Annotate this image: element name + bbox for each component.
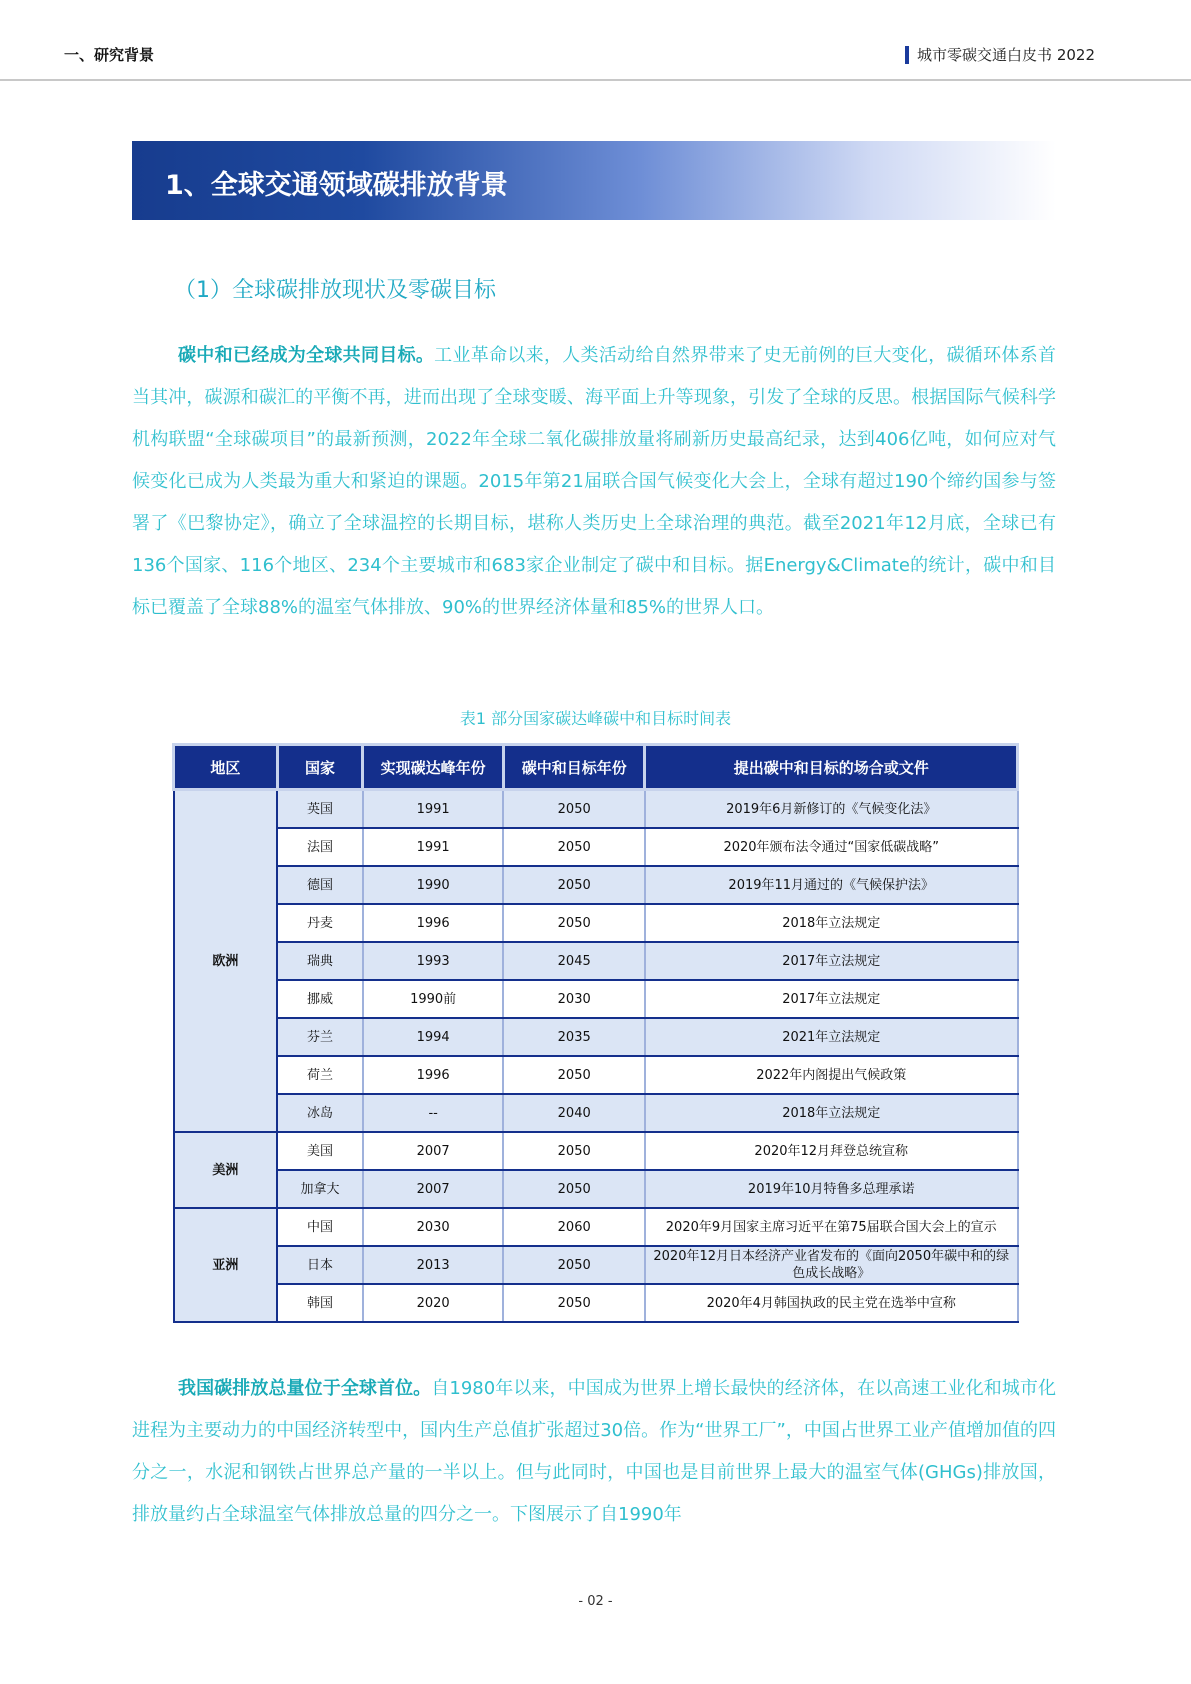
neutral-year-cell: 2050 — [503, 1170, 645, 1208]
column-header: 国家 — [277, 745, 363, 790]
neutral-year-cell: 2050 — [503, 1132, 645, 1170]
country-cell: 加拿大 — [277, 1170, 363, 1208]
country-cell: 荷兰 — [277, 1056, 363, 1094]
carbon-targets-table — [172, 743, 1019, 1323]
table-caption: 表1 部分国家碳达峰碳中和目标时间表 — [459, 709, 732, 728]
table-body — [174, 790, 1018, 1323]
publication-title: 城市零碳交通白皮书 2022 — [917, 46, 1095, 64]
column-header: 提出碳中和目标的场合或文件 — [645, 745, 1018, 790]
table-row — [174, 790, 1018, 829]
table-row — [174, 904, 1018, 942]
source-cell: 2020年12月日本经济产业省发布的《面向2050年碳中和的绿色成长战略》 — [645, 1246, 1018, 1284]
source-cell: 2020年颁布法令通过“国家低碳战略” — [645, 828, 1018, 866]
column-header: 地区 — [174, 745, 278, 790]
peak-year-cell: 2013 — [363, 1246, 504, 1284]
peak-year-cell: 1991 — [363, 828, 504, 866]
table-row — [174, 1132, 1018, 1170]
paragraph-china-emissions — [132, 1368, 1056, 1536]
peak-year-cell: 1996 — [363, 1056, 504, 1094]
paragraph-carbon-neutral-goal — [132, 335, 1056, 629]
peak-year-cell: 2020 — [363, 1284, 504, 1322]
table-row — [174, 1208, 1018, 1246]
header-divider — [0, 79, 1191, 81]
table-row — [174, 1170, 1018, 1208]
column-header: 碳中和目标年份 — [503, 745, 645, 790]
paragraph-body: 工业革命以来，人类活动给自然界带来了史无前例的巨大变化，碳循环体系首当其冲，碳源和碳汇的平衡不再，进而出现了全球变暖、海平面上升等现象，引发了全球的反思。根据国际气候科学机构联盟“全球碳项目”的最新预测，2022年全球二氧化碳排放量将刷新历史最高纪录，达到406亿吨，如何应对气候变化已成为人类最为重大和紧迫的课题。2015年第21届联合国气候变化大会上，全球有超过190个缔约国参与签署了《巴黎协定》，确立了全球温控的长期目标，堪称人类历史上全球治理的典范。截至2021年12月底，全球已有136个国家、116个地区、234个主要城市和683家企业制定了碳中和目标。据Energy&Climate的统计，碳中和目标已覆盖了全球88%的温室气体排放、90%的世界经济体量和85%的世界人口。 — [132, 345, 1056, 618]
running-header-section: 一、研究背景 — [64, 46, 155, 64]
section-title: 1、全球交通领域碳排放背景 — [165, 170, 508, 201]
country-cell: 法国 — [277, 828, 363, 866]
page-number: - 02 - — [578, 1594, 613, 1609]
running-header-publication — [905, 44, 1095, 65]
table-row — [174, 942, 1018, 980]
peak-year-cell: 1990前 — [363, 980, 504, 1018]
neutral-year-cell: 2045 — [503, 942, 645, 980]
peak-year-cell: 1990 — [363, 866, 504, 904]
paragraph-lead: 碳中和已经成为全球共同目标。 — [178, 345, 435, 366]
source-cell: 2022年内阁提出气候政策 — [645, 1056, 1018, 1094]
country-cell: 冰岛 — [277, 1094, 363, 1132]
table-row — [174, 980, 1018, 1018]
source-cell: 2020年9月国家主席习近平在第75届联合国大会上的宣示 — [645, 1208, 1018, 1246]
source-cell: 2018年立法规定 — [645, 1094, 1018, 1132]
source-cell: 2017年立法规定 — [645, 942, 1018, 980]
neutral-year-cell: 2050 — [503, 904, 645, 942]
neutral-year-cell: 2035 — [503, 1018, 645, 1056]
source-cell: 2020年4月韩国执政的民主党在选举中宣称 — [645, 1284, 1018, 1322]
country-cell: 美国 — [277, 1132, 363, 1170]
source-cell: 2018年立法规定 — [645, 904, 1018, 942]
neutral-year-cell: 2060 — [503, 1208, 645, 1246]
neutral-year-cell: 2050 — [503, 790, 645, 829]
peak-year-cell: 2007 — [363, 1132, 504, 1170]
neutral-year-cell: 2050 — [503, 866, 645, 904]
country-cell: 日本 — [277, 1246, 363, 1284]
country-cell: 芬兰 — [277, 1018, 363, 1056]
neutral-year-cell: 2050 — [503, 1284, 645, 1322]
neutral-year-cell: 2030 — [503, 980, 645, 1018]
table-row — [174, 1018, 1018, 1056]
neutral-year-cell: 2050 — [503, 828, 645, 866]
country-cell: 德国 — [277, 866, 363, 904]
peak-year-cell: 1993 — [363, 942, 504, 980]
country-cell: 中国 — [277, 1208, 363, 1246]
peak-year-cell: 1991 — [363, 790, 504, 829]
table-row — [174, 866, 1018, 904]
peak-year-cell: 2007 — [363, 1170, 504, 1208]
table-row — [174, 1246, 1018, 1284]
peak-year-cell: 1994 — [363, 1018, 504, 1056]
source-cell: 2019年6月新修订的《气候变化法》 — [645, 790, 1018, 829]
neutral-year-cell: 2040 — [503, 1094, 645, 1132]
paragraph-body: 自1980年以来，中国成为世界上增长最快的经济体，在以高速工业化和城市化进程为主要动力的中国经济转型中，国内生产总值扩张超过30倍。作为“世界工厂”，中国占世界工业产值增加值的四分之一，水泥和钢铁占世界总产量的一半以上。但与此同时，中国也是目前世界上最大的温室气体(GHGs)排放国，排放量约占全球温室气体排放总量的四分之一。下图展示了自1990年 — [132, 1378, 1056, 1525]
country-cell: 瑞典 — [277, 942, 363, 980]
header-accent-bar — [905, 46, 909, 64]
region-cell: 亚洲 — [174, 1208, 278, 1322]
table-row — [174, 1056, 1018, 1094]
source-cell: 2019年10月特鲁多总理承诺 — [645, 1170, 1018, 1208]
country-cell: 韩国 — [277, 1284, 363, 1322]
column-header: 实现碳达峰年份 — [363, 745, 504, 790]
table-row — [174, 1094, 1018, 1132]
country-cell: 丹麦 — [277, 904, 363, 942]
neutral-year-cell: 2050 — [503, 1246, 645, 1284]
country-cell: 英国 — [277, 790, 363, 829]
source-cell: 2020年12月拜登总统宣称 — [645, 1132, 1018, 1170]
region-cell: 欧洲 — [174, 790, 278, 1133]
peak-year-cell: 2030 — [363, 1208, 504, 1246]
country-cell: 挪威 — [277, 980, 363, 1018]
source-cell: 2019年11月通过的《气候保护法》 — [645, 866, 1018, 904]
table-row — [174, 828, 1018, 866]
subheading: （1）全球碳排放现状及零碳目标 — [174, 278, 496, 303]
section-title-banner — [132, 141, 1056, 220]
source-cell: 2021年立法规定 — [645, 1018, 1018, 1056]
paragraph-lead: 我国碳排放总量位于全球首位。 — [178, 1378, 432, 1399]
region-cell: 美洲 — [174, 1132, 278, 1208]
table-header-row — [174, 745, 1018, 790]
peak-year-cell: 1996 — [363, 904, 504, 942]
source-cell: 2017年立法规定 — [645, 980, 1018, 1018]
peak-year-cell: -- — [363, 1094, 504, 1132]
table-row — [174, 1284, 1018, 1322]
neutral-year-cell: 2050 — [503, 1056, 645, 1094]
